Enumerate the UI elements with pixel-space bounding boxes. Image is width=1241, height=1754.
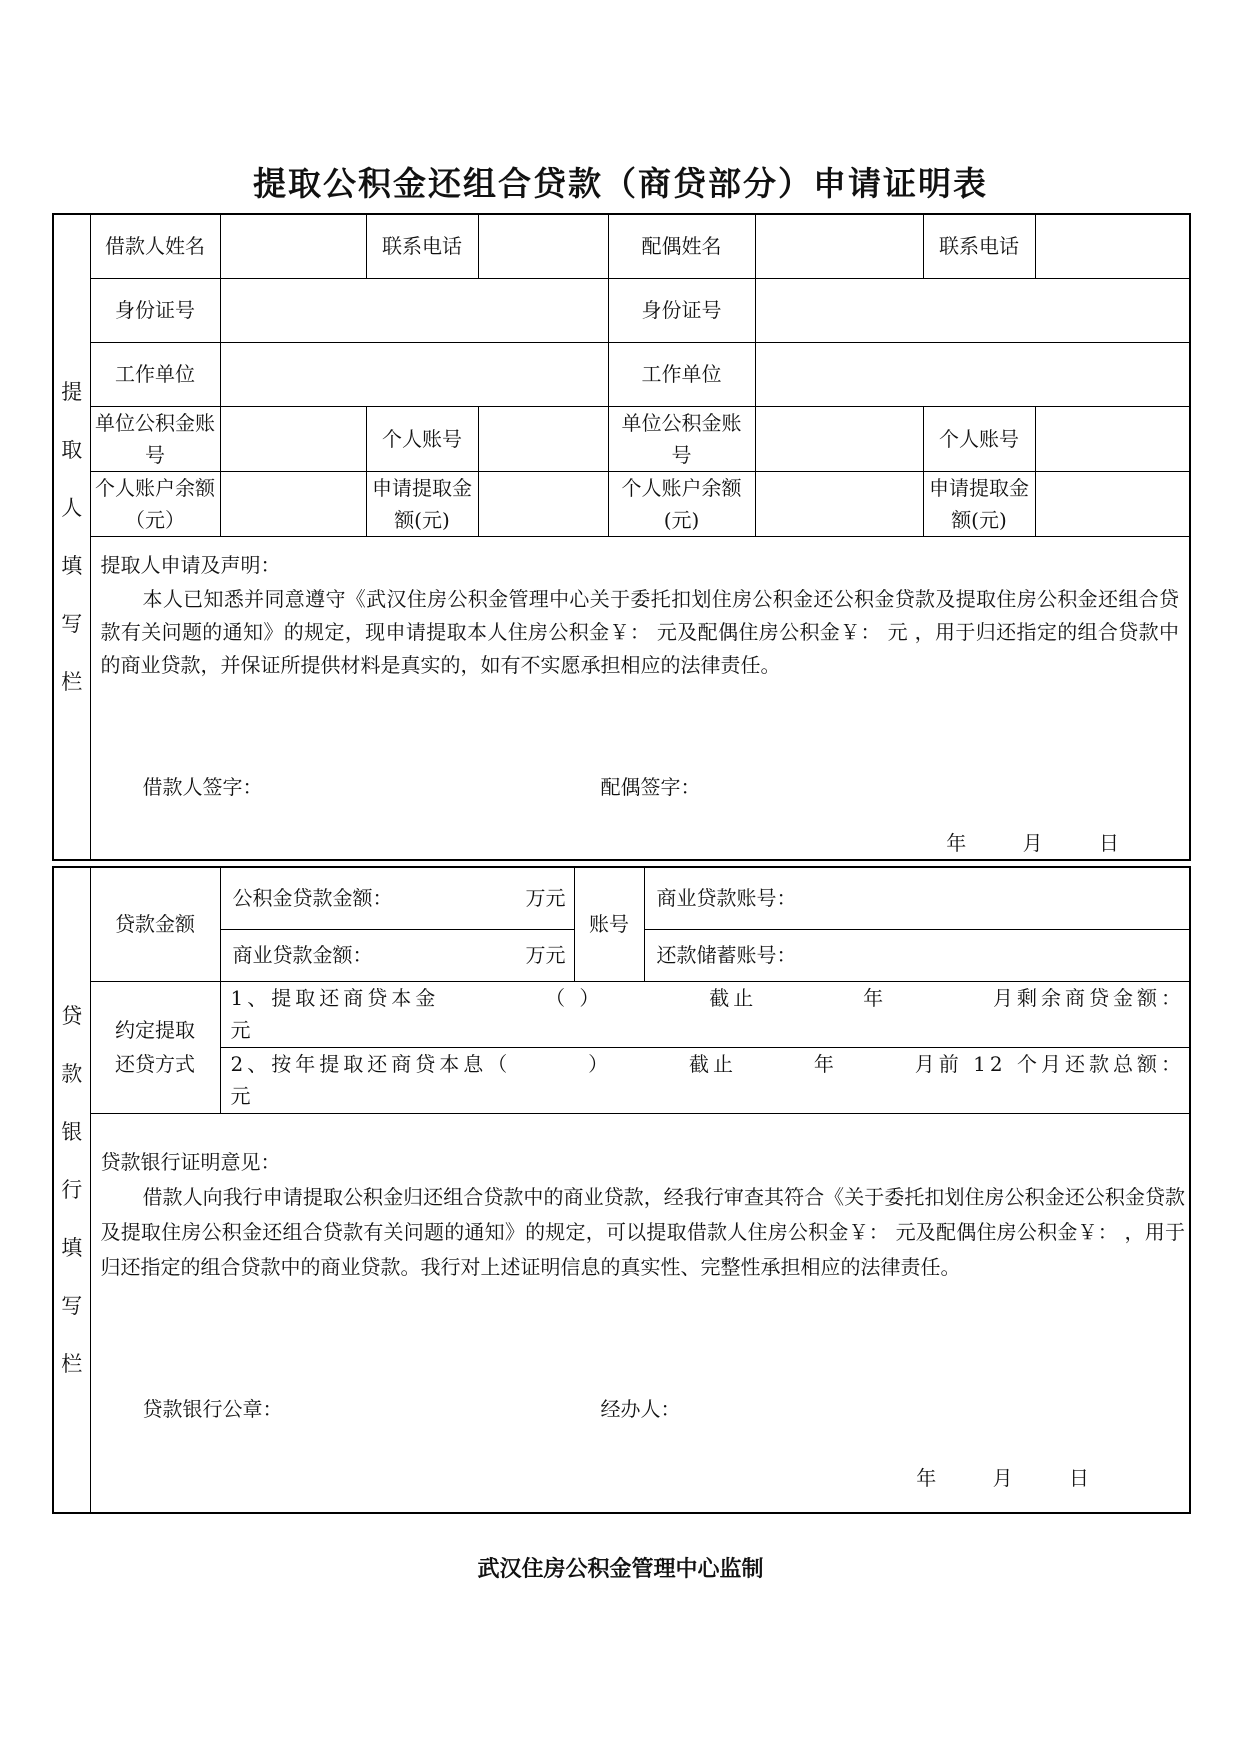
borrower-name-field[interactable] — [220, 214, 366, 278]
spouse-withdraw-amount-field[interactable] — [1035, 471, 1190, 536]
applicant-declaration — [90, 536, 1190, 860]
withdraw-option-1[interactable]: 1、提取还商贷本金 （ ） 截止 年 月剩余商贷金额： 元 — [220, 981, 1190, 1047]
borrower-phone-field[interactable] — [478, 214, 608, 278]
spouse-balance-field[interactable] — [755, 471, 923, 536]
declaration-text: 本人已知悉并同意遵守《武汉住房公积金管理中心关于委托扣划住房公积金还公积金贷款及提取住房公积金还组合贷款有关问题的通知》的规定，现申请提取本人住房公积金￥： 元及配偶住房公积金￥： 元 ，用于归还指定的组合贷款中的商业贷款，并保证所提供材料是真实的，如有不实愿承担相应的法律责任。 — [100, 586, 1179, 677]
borrower-balance-label: 个人账户余额（元） — [90, 471, 220, 536]
borrower-withdraw-amount-label: 申请提取金额(元) — [366, 471, 478, 536]
borrower-unit-account-label: 单位公积金账号 — [90, 406, 220, 471]
spouse-phone-field[interactable] — [1035, 214, 1190, 278]
savings-account-field[interactable]: 还款储蓄账号： — [644, 929, 1190, 981]
account-label: 账号 — [574, 867, 644, 981]
declaration-heading: 提取人申请及声明： — [100, 552, 281, 577]
spouse-phone-label: 联系电话 — [923, 214, 1035, 278]
applicant-side-label: 提 取 人 填 写 栏 — [53, 214, 90, 860]
commercial-loan-account-field[interactable]: 商业贷款账号： — [644, 867, 1190, 929]
borrower-employer-field[interactable] — [220, 342, 608, 406]
bank-seal-label[interactable]: 贷款银行公章： — [142, 1396, 283, 1421]
withdraw-method-label: 约定提取还贷方式 — [90, 981, 220, 1113]
commercial-loan-amount-field[interactable]: 商业贷款金额： 万元 — [220, 929, 574, 981]
borrower-withdraw-amount-field[interactable] — [478, 471, 608, 536]
spouse-personal-account-field[interactable] — [1035, 406, 1190, 471]
borrower-personal-account-label: 个人账号 — [366, 406, 478, 471]
bank-section-table — [52, 866, 1191, 1514]
loan-amount-label: 贷款金额 — [90, 867, 220, 981]
issuer-footer: 武汉住房公积金管理中心监制 — [477, 1557, 764, 1582]
spouse-unit-account-field[interactable] — [755, 406, 923, 471]
form-title: 提取公积金还组合贷款（商贷部分）申请证明表 — [253, 164, 988, 203]
spouse-personal-account-label: 个人账号 — [923, 406, 1035, 471]
spouse-employer-field[interactable] — [755, 342, 1190, 406]
withdraw-option-2[interactable]: 2、按年提取还商贷本息（ ） 截止 年 月前 12 个月还款总额： 元 — [220, 1047, 1190, 1113]
spouse-name-label: 配偶姓名 — [608, 214, 755, 278]
spouse-employer-label: 工作单位 — [608, 342, 755, 406]
spouse-balance-label: 个人账户余额(元) — [608, 471, 755, 536]
borrower-personal-account-field[interactable] — [478, 406, 608, 471]
fund-loan-amount-field[interactable]: 公积金贷款金额： 万元 — [220, 867, 574, 929]
applicant-section-table — [52, 213, 1191, 861]
borrower-name-label: 借款人姓名 — [90, 214, 220, 278]
borrower-phone-label: 联系电话 — [366, 214, 478, 278]
bank-opinion-text: 借款人向我行申请提取公积金归还组合贷款中的商业贷款，经我行审查其符合《关于委托扣划住房公积金还公积金贷款及提取住房公积金还组合贷款有关问题的通知》的规定，可以提取借款人住房公积金￥： 元及配偶住房公积金￥： ，用于归还指定的组合贷款中的商业贷款。我行对上述证明信息的真实性、完整性承担相应的法律责任。 — [100, 1184, 1185, 1279]
bank-date[interactable]: 年 月 日 — [916, 1465, 1089, 1490]
borrower-signature-label[interactable]: 借款人签字： — [142, 774, 263, 799]
spouse-name-field[interactable] — [755, 214, 923, 278]
borrower-id-label: 身份证号 — [90, 278, 220, 342]
bank-opinion-heading: 贷款银行证明意见： — [100, 1149, 281, 1174]
spouse-signature-label[interactable]: 配偶签字： — [600, 774, 701, 799]
spouse-unit-account-label: 单位公积金账号 — [608, 406, 755, 471]
borrower-id-field[interactable] — [220, 278, 608, 342]
spouse-id-field[interactable] — [755, 278, 1190, 342]
spouse-withdraw-amount-label: 申请提取金额(元) — [923, 471, 1035, 536]
spouse-id-label: 身份证号 — [608, 278, 755, 342]
borrower-balance-field[interactable] — [220, 471, 366, 536]
borrower-employer-label: 工作单位 — [90, 342, 220, 406]
bank-certification — [90, 1113, 1190, 1513]
applicant-date[interactable]: 年 月 日 — [946, 830, 1119, 855]
bank-side-label: 贷 款 银 行 填 写 栏 — [53, 867, 90, 1513]
borrower-unit-account-field[interactable] — [220, 406, 366, 471]
handler-signature-label[interactable]: 经办人： — [600, 1396, 681, 1421]
